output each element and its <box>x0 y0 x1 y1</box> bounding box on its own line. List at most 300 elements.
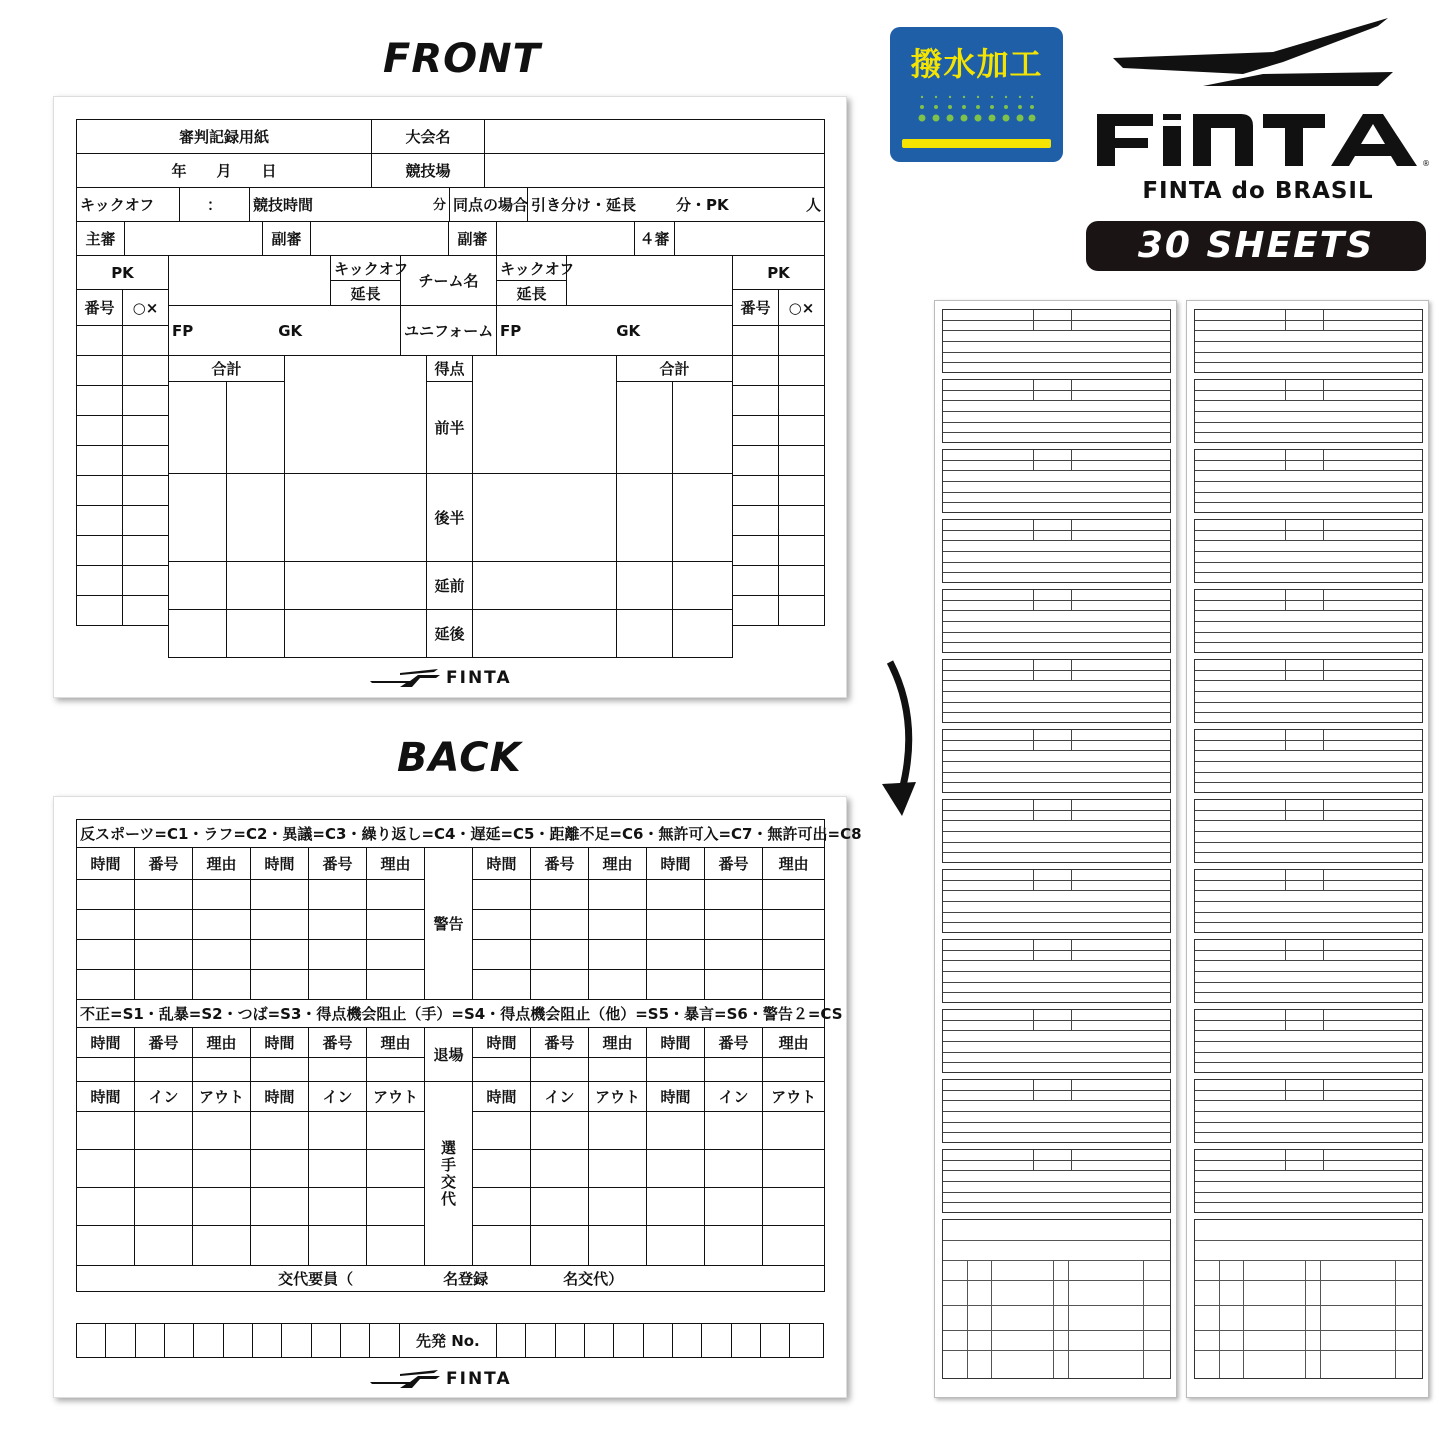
starting-no-label: 先発 No. <box>399 1324 496 1358</box>
mini-line <box>1195 912 1422 913</box>
svg-text:®: ® <box>1422 159 1430 168</box>
persons-label: 人 <box>805 196 821 214</box>
venue-field <box>485 154 825 188</box>
mini-line <box>1195 1100 1422 1101</box>
min-pk-label: 分・PK <box>676 196 729 214</box>
mini-line <box>1195 502 1422 503</box>
mini-line <box>943 1305 1170 1306</box>
sendoff-reason-3: 理由 <box>589 1028 647 1058</box>
kickoff-right-label: キックオフ <box>497 256 567 281</box>
mini-line <box>943 912 1170 913</box>
mini-divider <box>1323 590 1324 610</box>
mini-line <box>943 782 1170 783</box>
mini-line <box>943 562 1170 563</box>
number-right-label: 番号 <box>733 290 779 326</box>
pk-right <box>732 255 825 626</box>
mini-line <box>943 400 1170 401</box>
first-half-label: 前半 <box>427 382 473 474</box>
match-time-label: 競技時間 <box>253 196 314 214</box>
kickoff-label: キックオフ <box>77 188 180 222</box>
mini-line <box>1195 330 1422 331</box>
mini-line <box>1195 362 1422 363</box>
mini-sheet <box>942 939 1171 1003</box>
mini-divider <box>1053 1260 1054 1378</box>
mini-line <box>1195 1170 1422 1171</box>
mini-line <box>943 551 1170 552</box>
mini-line <box>943 820 1170 821</box>
mini-divider <box>1033 800 1034 820</box>
mini-line <box>1195 880 1422 881</box>
fourth-label: ４審 <box>635 222 675 256</box>
mini-line <box>1195 1192 1422 1193</box>
uniform-table <box>168 305 733 356</box>
mini-line <box>1195 1240 1422 1241</box>
mini-sheet <box>1194 1079 1423 1143</box>
tie-case-label: 同点の場合 <box>450 188 528 222</box>
back-sheet <box>53 796 862 1398</box>
mini-divider <box>1285 660 1286 680</box>
mini-sheet <box>1194 799 1423 863</box>
mini-line <box>1195 982 1422 983</box>
badge-bar <box>902 139 1051 148</box>
mini-line <box>943 610 1170 611</box>
mini-divider <box>1143 1260 1144 1378</box>
mini-line <box>1195 400 1422 401</box>
mini-divider <box>1071 730 1072 750</box>
mini-line <box>1195 352 1422 353</box>
mini-line <box>943 950 1170 951</box>
mini-divider <box>1033 730 1034 750</box>
mini-line <box>943 632 1170 633</box>
mini-divider <box>1285 520 1286 540</box>
mini-divider <box>967 1260 968 1378</box>
sub-out-3: アウト <box>589 1082 647 1112</box>
ox-left-label: ○× <box>123 290 169 326</box>
kickoff-colon: ： <box>180 188 250 222</box>
ox-right-label: ○× <box>779 290 825 326</box>
mini-sheet <box>942 869 1171 933</box>
mini-line <box>1195 562 1422 563</box>
mini-line <box>943 772 1170 773</box>
mini-divider <box>1323 1080 1324 1100</box>
mini-line <box>943 960 1170 961</box>
mini-sheet <box>942 1009 1171 1073</box>
sendoff-time-1: 時間 <box>77 1028 135 1058</box>
mini-divider <box>1033 870 1034 890</box>
mini-line <box>1195 761 1422 762</box>
front-kickoff-row <box>76 187 825 222</box>
pad-right <box>1186 300 1429 1398</box>
mini-line <box>1195 1350 1422 1351</box>
mini-sheet <box>942 1079 1171 1143</box>
back-heading: BACK <box>397 735 522 781</box>
mini-line <box>943 702 1170 703</box>
mini-line <box>1195 422 1422 423</box>
mini-divider <box>1071 310 1072 330</box>
mini-line <box>943 1160 1170 1161</box>
mini-divider <box>1323 800 1324 820</box>
mini-line <box>943 1030 1170 1031</box>
mini-line <box>943 901 1170 902</box>
fp-right-label: FP <box>500 321 522 340</box>
caution-reason-2: 理由 <box>367 848 425 880</box>
mini-divider <box>1071 1080 1072 1100</box>
second-half-label: 後半 <box>427 474 473 562</box>
mini-line <box>943 540 1170 541</box>
mini-line <box>943 852 1170 853</box>
mini-line <box>1195 1111 1422 1112</box>
mini-line <box>943 1052 1170 1053</box>
mini-line <box>943 1122 1170 1123</box>
mini-divider <box>1033 520 1034 540</box>
mini-line <box>943 1181 1170 1182</box>
mini-line <box>943 390 1170 391</box>
caution-reason-4: 理由 <box>763 848 825 880</box>
mini-line <box>1195 432 1422 433</box>
sendoff-time-2: 時間 <box>251 1028 309 1058</box>
mini-sheet <box>1194 519 1423 583</box>
mini-divider <box>1305 1260 1306 1378</box>
sendoff-reason-2: 理由 <box>367 1028 425 1058</box>
mini-line <box>1195 1122 1422 1123</box>
sendoff-reason-1: 理由 <box>193 1028 251 1058</box>
mini-sheet <box>942 589 1171 653</box>
mini-line <box>943 1350 1170 1351</box>
sub-time-3: 時間 <box>473 1082 531 1112</box>
mini-divider <box>1243 1260 1244 1378</box>
referee-label: 主審 <box>77 222 125 256</box>
mini-divider <box>1285 870 1286 890</box>
curved-arrow-icon <box>872 660 932 820</box>
sendoff-reason-4: 理由 <box>763 1028 825 1058</box>
mini-line <box>943 1062 1170 1063</box>
mini-divider <box>1071 380 1072 400</box>
mini-line <box>1195 1090 1422 1091</box>
mini-divider <box>1323 940 1324 960</box>
mini-line <box>1195 772 1422 773</box>
score-label: 得点 <box>427 356 473 382</box>
teams-table <box>168 255 733 306</box>
mini-bottom-form <box>1194 1219 1423 1379</box>
sendoff-number-1: 番号 <box>135 1028 193 1058</box>
mini-line <box>1195 1020 1422 1021</box>
caution-time-2: 時間 <box>251 848 309 880</box>
mini-divider <box>1071 1010 1072 1030</box>
mini-line <box>943 1202 1170 1203</box>
mini-line <box>943 982 1170 983</box>
caution-time-4: 時間 <box>647 848 705 880</box>
mini-line <box>1195 820 1422 821</box>
mini-divider <box>1033 380 1034 400</box>
mini-divider <box>1071 800 1072 820</box>
mini-line <box>1195 460 1422 461</box>
mini-sheet <box>942 309 1171 373</box>
mini-line <box>1195 971 1422 972</box>
mini-line <box>943 1132 1170 1133</box>
mini-line <box>1195 782 1422 783</box>
mini-line <box>1195 1160 1422 1161</box>
mini-line <box>943 971 1170 972</box>
mini-line <box>943 470 1170 471</box>
back-finta-logo <box>370 1369 512 1389</box>
mini-divider <box>1285 590 1286 610</box>
mini-line <box>1195 1030 1422 1031</box>
mini-divider <box>1071 1150 1072 1170</box>
pad-left <box>934 300 1177 1398</box>
mini-line <box>1195 621 1422 622</box>
mini-line <box>1195 572 1422 573</box>
front-officials-row <box>76 221 825 256</box>
mini-divider <box>1323 450 1324 470</box>
mini-line <box>943 1041 1170 1042</box>
mini-sheet <box>1194 309 1423 373</box>
sendoff-label: 退場 <box>425 1028 473 1082</box>
mini-line <box>1195 1041 1422 1042</box>
front-sheet <box>53 96 847 698</box>
brand-subtitle: FINTA do BRASIL <box>1142 178 1374 204</box>
mini-line <box>943 642 1170 643</box>
kickoff-left-label: キックオフ <box>331 256 401 281</box>
mini-line <box>1195 632 1422 633</box>
assistant1-field <box>311 222 449 256</box>
mini-line <box>1195 390 1422 391</box>
mini-line <box>943 330 1170 331</box>
mini-divider <box>1033 660 1034 680</box>
mini-divider <box>1285 940 1286 960</box>
assistant1-label: 副審 <box>263 222 311 256</box>
mini-sheet <box>942 449 1171 513</box>
sub-out-2: アウト <box>367 1082 425 1112</box>
mini-line <box>1195 670 1422 671</box>
fourth-field <box>675 222 825 256</box>
mini-divider <box>1068 1260 1069 1378</box>
referee-field <box>125 222 263 256</box>
mini-line <box>1195 411 1422 412</box>
caution-label: 警告 <box>425 848 473 1000</box>
mini-line <box>1195 831 1422 832</box>
mini-line <box>943 761 1170 762</box>
mini-line <box>1195 691 1422 692</box>
front-finta-logo <box>370 668 512 688</box>
date-field: 年 月 日 <box>77 154 372 188</box>
mini-sheet <box>942 1149 1171 1213</box>
mini-line <box>943 831 1170 832</box>
mini-line <box>1195 642 1422 643</box>
mini-divider <box>1071 590 1072 610</box>
sub-in-3: イン <box>531 1082 589 1112</box>
mini-line <box>943 740 1170 741</box>
match-time-cell <box>250 188 450 222</box>
starting-table <box>76 1323 824 1358</box>
mini-line <box>943 320 1170 321</box>
mini-line <box>1195 320 1422 321</box>
mini-line <box>943 492 1170 493</box>
mini-divider <box>1033 1150 1034 1170</box>
mini-line <box>1195 1305 1422 1306</box>
mini-line <box>943 432 1170 433</box>
mini-line <box>943 691 1170 692</box>
sub-in-2: イン <box>309 1082 367 1112</box>
mini-line <box>1195 960 1422 961</box>
fp-left-label: FP <box>172 321 194 340</box>
total-right-label: 合計 <box>617 356 733 382</box>
mini-line <box>1195 1052 1422 1053</box>
mini-line <box>943 810 1170 811</box>
venue-label: 競技場 <box>372 154 485 188</box>
mini-line <box>943 1020 1170 1021</box>
mini-divider <box>1323 870 1324 890</box>
front-header-table <box>76 119 825 188</box>
mini-line <box>943 712 1170 713</box>
mini-line <box>1195 610 1422 611</box>
mini-sheet <box>1194 869 1423 933</box>
back-table <box>76 819 862 1292</box>
mini-line <box>943 680 1170 681</box>
mini-divider <box>1033 1080 1034 1100</box>
mini-line <box>943 1090 1170 1091</box>
mini-line <box>1195 702 1422 703</box>
mini-divider <box>1323 520 1324 540</box>
mini-sheet <box>942 659 1171 723</box>
uniform-label: ユニフォーム <box>401 306 497 356</box>
finta-brand-logo <box>1093 14 1438 204</box>
mini-line <box>943 460 1170 461</box>
mini-line <box>1195 901 1422 902</box>
mini-line <box>943 992 1170 993</box>
caution-number-2: 番号 <box>309 848 367 880</box>
sendoff-codes: 不正=S1・乱暴=S2・つば=S3・得点機会阻止（手）=S4・得点機会阻止（他）=S5・暴言=S6・警告２=CS <box>77 1000 825 1028</box>
total-left-label: 合計 <box>169 356 285 382</box>
pk-right-label: PK <box>733 256 825 290</box>
mini-sheet <box>942 729 1171 793</box>
mini-line <box>1195 740 1422 741</box>
caution-reason-1: 理由 <box>193 848 251 880</box>
mini-divider <box>1323 1010 1324 1030</box>
mini-line <box>1195 922 1422 923</box>
team-left-field <box>169 256 331 306</box>
pk-left <box>76 255 169 626</box>
sub-time-1: 時間 <box>77 1082 135 1112</box>
mini-divider <box>1285 800 1286 820</box>
mini-divider <box>1071 660 1072 680</box>
mini-line <box>943 600 1170 601</box>
uniform-left-cell <box>169 306 401 356</box>
sendoff-number-2: 番号 <box>309 1028 367 1058</box>
mini-line <box>943 1111 1170 1112</box>
sendoff-number-3: 番号 <box>531 1028 589 1058</box>
mini-sheet <box>1194 589 1423 653</box>
mini-line <box>943 750 1170 751</box>
mini-line <box>943 1260 1170 1261</box>
mini-line <box>943 1240 1170 1241</box>
extra-first-label: 延前 <box>427 562 473 610</box>
mini-line <box>1195 530 1422 531</box>
mini-line <box>943 842 1170 843</box>
caution-time-1: 時間 <box>77 848 135 880</box>
sendoff-time-4: 時間 <box>647 1028 705 1058</box>
mini-divider <box>1033 310 1034 330</box>
mini-line <box>943 481 1170 482</box>
gk-right-label: GK <box>616 321 641 340</box>
sub-in-4: イン <box>705 1082 763 1112</box>
tournament-field <box>485 120 825 154</box>
mini-sheet <box>1194 659 1423 723</box>
tournament-label: 大会名 <box>372 120 485 154</box>
finta-mark-icon <box>370 669 440 687</box>
mini-line <box>943 572 1170 573</box>
mini-line <box>943 1280 1170 1281</box>
mini-divider <box>1033 1010 1034 1030</box>
mini-line <box>943 422 1170 423</box>
mini-divider <box>1323 380 1324 400</box>
mini-line <box>943 411 1170 412</box>
tie-options-label: 引き分け・延長 <box>531 196 637 214</box>
mini-divider <box>1285 1080 1286 1100</box>
mini-divider <box>1285 450 1286 470</box>
extension-left-label: 延長 <box>331 281 401 306</box>
mini-line <box>1195 810 1422 811</box>
mini-sheet <box>1194 379 1423 443</box>
mini-line <box>943 890 1170 891</box>
mini-line <box>1195 1260 1422 1261</box>
sendoff-number-4: 番号 <box>705 1028 763 1058</box>
mini-divider <box>1323 310 1324 330</box>
extension-right-label: 延長 <box>497 281 567 306</box>
mini-line <box>943 530 1170 531</box>
mini-line <box>1195 470 1422 471</box>
mini-divider <box>1219 1260 1220 1378</box>
team-name-label: チーム名 <box>401 256 497 306</box>
caution-number-1: 番号 <box>135 848 193 880</box>
mini-line <box>1195 680 1422 681</box>
score-table <box>168 355 733 658</box>
sub-in-1: イン <box>135 1082 193 1112</box>
caution-reason-3: 理由 <box>589 848 647 880</box>
mini-line <box>1195 852 1422 853</box>
sub-time-2: 時間 <box>251 1082 309 1112</box>
caution-number-4: 番号 <box>705 848 763 880</box>
mini-line <box>1195 1280 1422 1281</box>
mini-divider <box>1285 1150 1286 1170</box>
minutes-label: 分 <box>432 198 446 213</box>
mini-line <box>1195 551 1422 552</box>
mini-line <box>1195 1181 1422 1182</box>
mini-line <box>1195 750 1422 751</box>
mini-divider <box>1071 450 1072 470</box>
sub-out-1: アウト <box>193 1082 251 1112</box>
caution-codes: 反スポーツ=C1・ラフ=C2・異議=C3・繰り返し=C4・遅延=C5・距離不足=C6・無許可入=C7・無許可出=C8 <box>77 820 825 848</box>
mini-line <box>943 670 1170 671</box>
mini-line <box>943 621 1170 622</box>
caution-time-3: 時間 <box>473 848 531 880</box>
mini-divider <box>991 1260 992 1378</box>
mini-line <box>943 502 1170 503</box>
water-repellent-badge <box>890 27 1063 162</box>
mini-line <box>1195 1202 1422 1203</box>
tie-options-cell <box>528 188 825 222</box>
mini-divider <box>1071 520 1072 540</box>
mini-divider <box>1071 870 1072 890</box>
sub-out-4: アウト <box>763 1082 825 1112</box>
mini-line <box>1195 890 1422 891</box>
mini-line <box>943 352 1170 353</box>
pk-left-label: PK <box>77 256 169 290</box>
uniform-right-cell <box>497 306 733 356</box>
sub-time-4: 時間 <box>647 1082 705 1112</box>
mini-line <box>943 1330 1170 1331</box>
finta-mark-icon <box>370 1370 440 1388</box>
mini-divider <box>1285 730 1286 750</box>
